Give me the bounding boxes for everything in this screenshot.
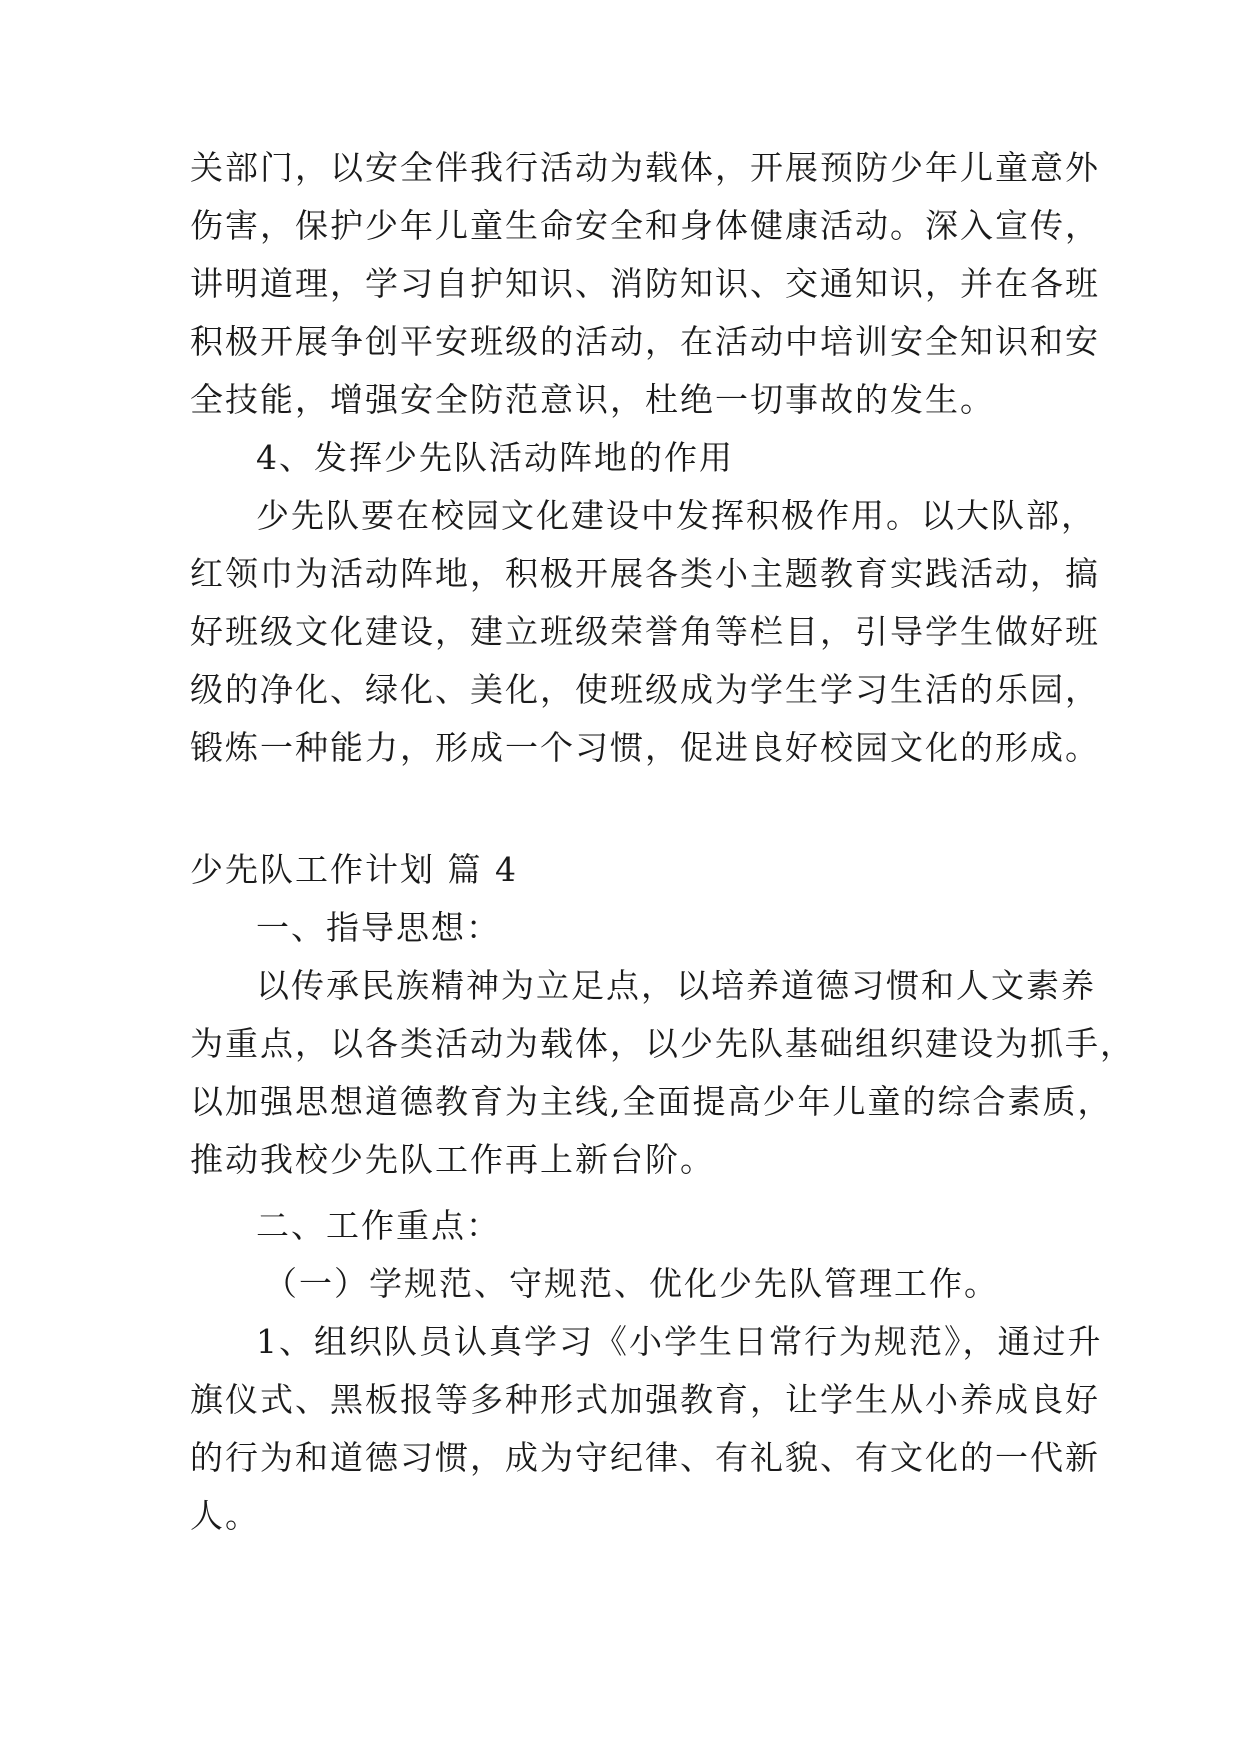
article-title: 少先队工作计划 篇 4 <box>190 850 518 889</box>
section-heading: 4、发挥少先队活动阵地的作用 <box>256 438 734 477</box>
paragraph-line: 红领巾为活动阵地，积极开展各类小主题教育实践活动，搞 <box>190 554 1100 593</box>
paragraph-line: 以传承民族精神为立足点，以培养道德习惯和人文素养 <box>256 966 1096 1005</box>
paragraph-line: 推动我校少先队工作再上新台阶。 <box>190 1140 715 1179</box>
paragraph-line: 积极开展争创平安班级的活动，在活动中培训安全知识和安 <box>190 322 1100 361</box>
subsection-heading: （一）学规范、守规范、优化少先队管理工作。 <box>264 1264 999 1303</box>
section-heading: 二、工作重点： <box>256 1206 501 1245</box>
paragraph-line: 以加强思想道德教育为主线,全面提高少年儿童的综合素质， <box>190 1082 1113 1121</box>
paragraph-line: 讲明道理，学习自护知识、消防知识、交通知识，并在各班 <box>190 264 1100 303</box>
paragraph-line: 少先队要在校园文化建设中发挥积极作用。以大队部， <box>256 496 1096 535</box>
paragraph-line: 好班级文化建设，建立班级荣誉角等栏目，引导学生做好班 <box>190 612 1100 651</box>
section-heading: 一、指导思想： <box>256 908 501 947</box>
paragraph-line: 1、组织队员认真学习《小学生日常行为规范》，通过升 <box>256 1322 1103 1361</box>
paragraph-line: 旗仪式、黑板报等多种形式加强教育，让学生从小养成良好 <box>190 1380 1100 1419</box>
paragraph-line: 锻炼一种能力，形成一个习惯，促进良好校园文化的形成。 <box>190 728 1100 767</box>
paragraph-line: 的行为和道德习惯，成为守纪律、有礼貌、有文化的一代新 <box>190 1438 1100 1477</box>
paragraph-line: 级的净化、绿化、美化，使班级成为学生学习生活的乐园， <box>190 670 1100 709</box>
paragraph-line: 关部门，以安全伴我行活动为载体，开展预防少年儿童意外 <box>190 148 1100 187</box>
paragraph-line: 伤害，保护少年儿童生命安全和身体健康活动。深入宣传， <box>190 206 1100 245</box>
paragraph-line: 全技能，增强安全防范意识，杜绝一切事故的发生。 <box>190 380 995 419</box>
paragraph-line: 为重点，以各类活动为载体，以少先队基础组织建设为抓手， <box>190 1024 1135 1063</box>
paragraph-line: 人。 <box>190 1496 260 1535</box>
